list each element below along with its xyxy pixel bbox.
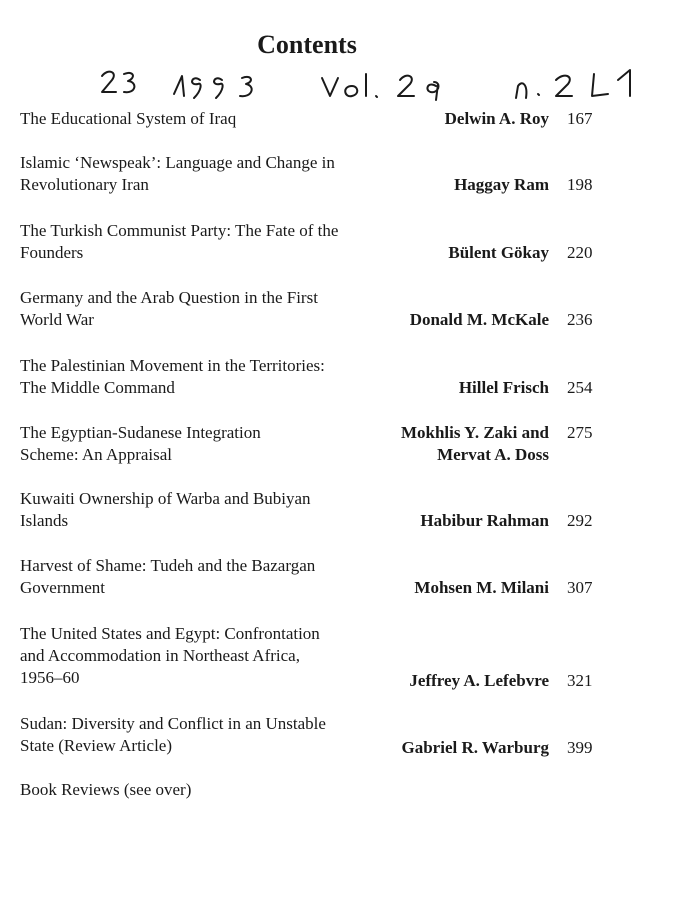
title-line: Founders [20, 243, 84, 262]
title-line: The Egyptian-Sudanese Integration [20, 423, 261, 442]
title-line: Germany and the Arab Question in the First [20, 288, 318, 307]
title-line: The Turkish Communist Party: The Fate of the [20, 221, 339, 240]
title-line: The Palestinian Movement in the Territories: [20, 356, 325, 375]
author-line: Habibur Rahman [420, 511, 549, 530]
entry-author [402, 737, 550, 759]
entry-author [459, 377, 549, 399]
entry-author [414, 577, 549, 599]
entry-title [20, 555, 410, 599]
author-line: Mokhlis Y. Zaki and [400, 423, 549, 442]
title-line: Government [20, 578, 105, 597]
author-line: Haggay Ram [454, 175, 549, 194]
title-line: The Middle Command [20, 378, 175, 397]
author-line: Gabriel R. Warburg [401, 738, 549, 757]
title-line: and Accommodation in Northeast Africa, [20, 646, 300, 665]
title-line: The United States and Egypt: Confrontation [20, 624, 320, 643]
entry-author [410, 309, 549, 331]
entry-title [20, 623, 410, 689]
page-title: Contents [257, 30, 357, 59]
entry-author [409, 670, 549, 692]
title-line: 1956–60 [20, 668, 80, 687]
title-line: World War [20, 310, 94, 329]
entry-title [20, 488, 410, 532]
entry-page: 275 [567, 423, 593, 442]
title-line: The Educational System of Iraq [20, 109, 237, 128]
entry-page: 167 [567, 109, 593, 128]
entry-title [20, 152, 410, 196]
entry-page: 198 [567, 175, 593, 194]
author-line: Jeffrey A. Lefebvre [409, 671, 549, 690]
author-line: Bülent Gökay [448, 243, 549, 262]
entry-title [20, 108, 410, 130]
entry-title [20, 713, 410, 757]
handwritten-note [80, 66, 680, 106]
author-line: Mervat A. Doss [437, 445, 549, 464]
entry-title [20, 220, 410, 264]
title-line: Scheme: An Appraisal [20, 445, 173, 464]
title-line: State (Review Article) [20, 736, 173, 755]
entry-page: 236 [567, 310, 593, 329]
author-line: Mohsen M. Milani [414, 578, 549, 597]
title-line: Islamic ‘Newspeak’: Language and Change in [20, 153, 335, 172]
entry-author [401, 422, 549, 466]
title-line: Kuwaiti Ownership of Warba and Bubiyan [20, 489, 311, 508]
entry-page: 292 [567, 511, 593, 530]
entry-author [445, 108, 549, 130]
entry-author [448, 242, 549, 264]
entry-author [420, 510, 549, 532]
entry-title [20, 422, 410, 466]
book-reviews-note: Book Reviews (see over) [20, 780, 192, 799]
entry-page: 220 [567, 243, 593, 262]
entry-title [20, 287, 410, 331]
entry-page: 307 [567, 578, 593, 597]
entry-author [454, 174, 549, 196]
handwritten-note-drawing [80, 66, 680, 106]
title-line: Revolutionary Iran [20, 175, 149, 194]
author-line: Hillel Frisch [458, 378, 549, 397]
entry-title [20, 355, 410, 399]
entry-page: 254 [567, 378, 593, 397]
title-line: Sudan: Diversity and Conflict in an Unstable [20, 714, 326, 733]
author-line: Delwin A. Roy [444, 109, 549, 128]
entry-page: 399 [567, 738, 593, 757]
author-line: Donald M. McKale [409, 310, 549, 329]
title-line: Harvest of Shame: Tudeh and the Bazargan [20, 556, 316, 575]
title-line: Islands [20, 511, 69, 530]
entry-page: 321 [567, 671, 593, 690]
